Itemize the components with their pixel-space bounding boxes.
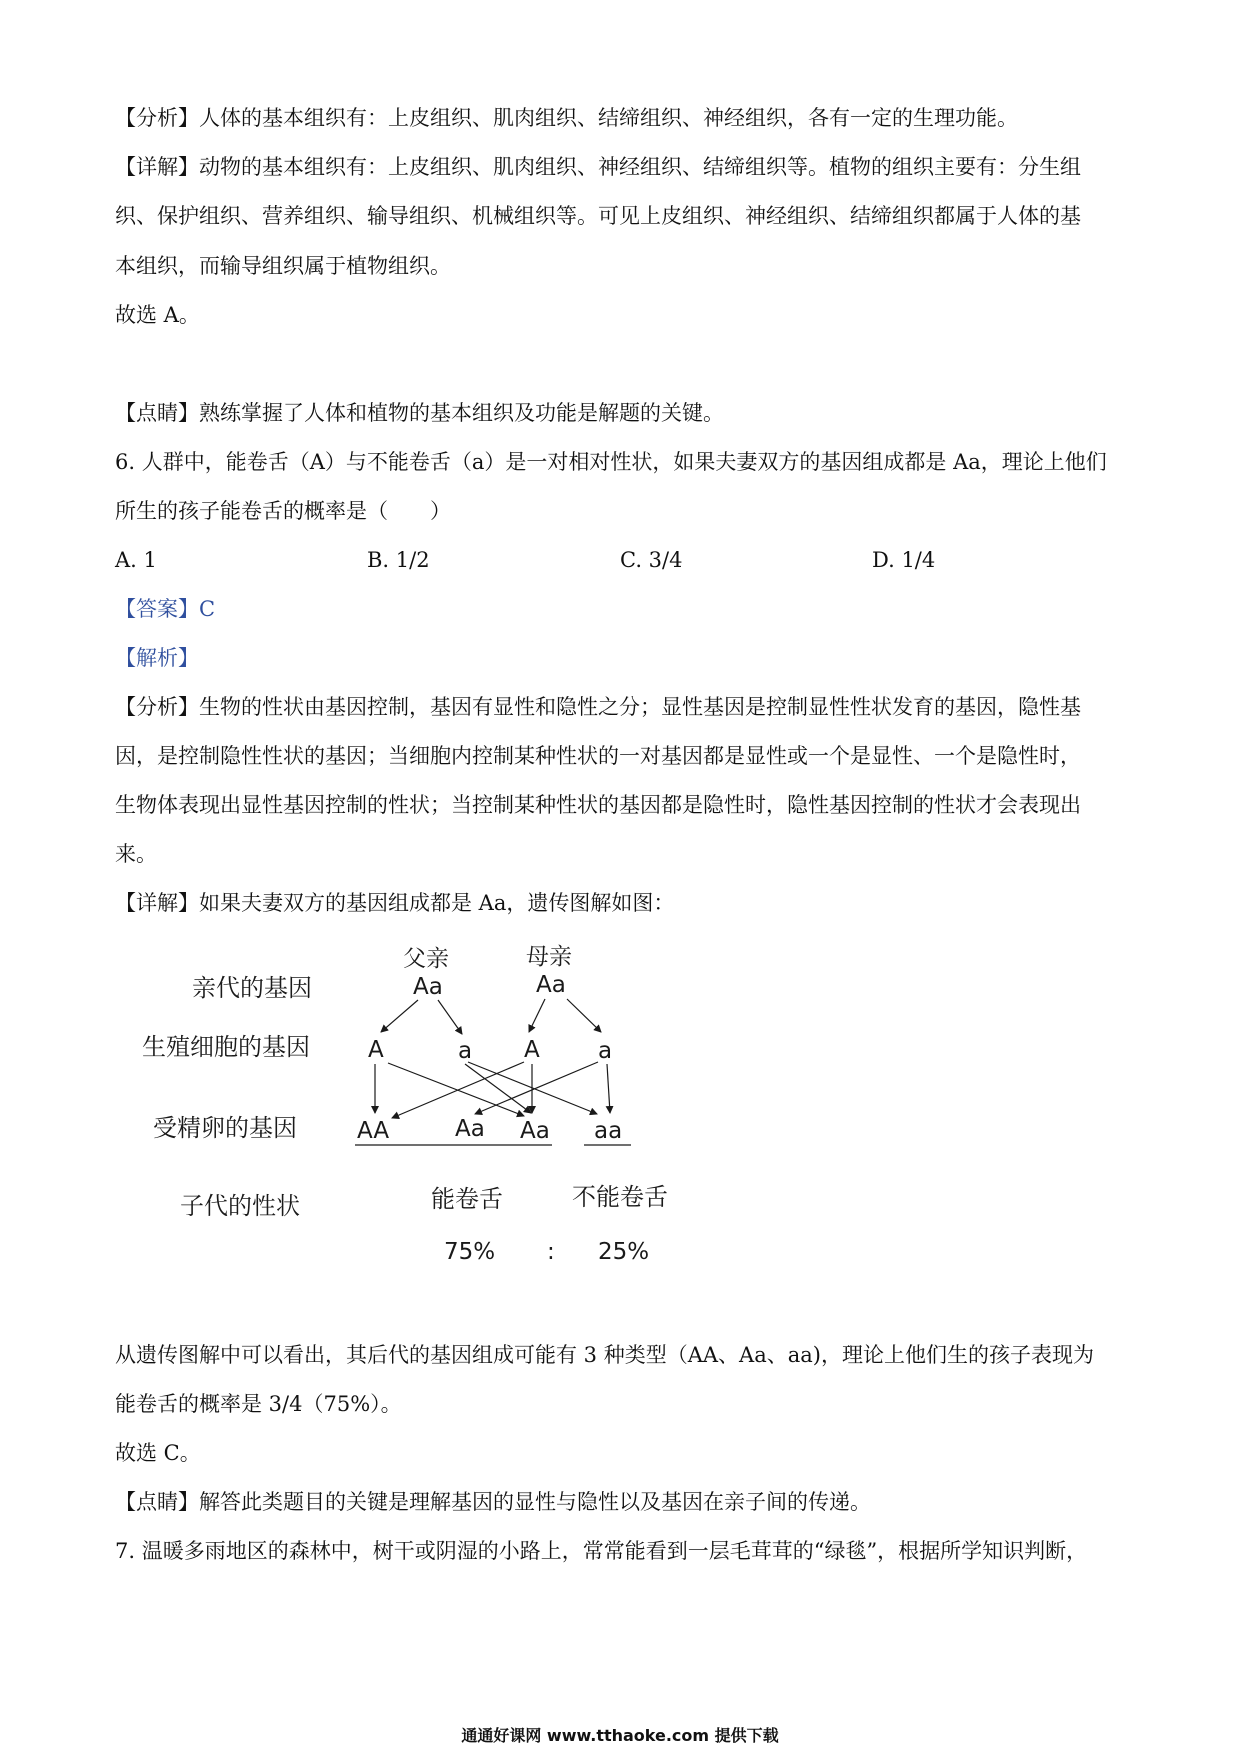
q6-analysis-line-3: 生物体表现出显性基因控制的性状；当控制某种性状的基因都是隐性时，隐性基因控制的性状才会表现出: [115, 793, 1081, 817]
zygote-Aa-1: Aa: [455, 1116, 485, 1142]
question-6-line-1: 6. 人群中，能卷舌（A）与不能卷舌（a）是一对相对性状，如果夫妻双方的基因组成都是 Aa，理论上他们: [115, 450, 1107, 474]
row-label-gamete: 生殖细胞的基因: [142, 1033, 310, 1061]
father-genotype: Aa: [413, 974, 443, 1000]
gamete-mother-A: A: [524, 1037, 540, 1063]
conclusion-line-1: 从遗传图解中可以看出，其后代的基因组成可能有 3 种类型（AA、Aa、aa)，理论上他们生的孩子表现为: [115, 1343, 1094, 1367]
q6-analysis-line-2: 因，是控制隐性性状的基因；当细胞内控制某种性状的一对基因都是显性或一个是显性、一个是隐性时，: [115, 744, 1081, 768]
row-label-zygote: 受精卵的基因: [153, 1114, 297, 1142]
q6-detail-line: 【详解】如果夫妻双方的基因组成都是 Aa，遗传图解如图：: [115, 891, 675, 915]
question-6-line-2: 所生的孩子能卷舌的概率是（ ）: [115, 499, 451, 523]
gamete-father-a: a: [458, 1038, 473, 1064]
conclusion-line-2: 能卷舌的概率是 3/4（75%）。: [115, 1392, 402, 1416]
option-d: D. 1/4: [872, 548, 936, 572]
explanation-label: 【解析】: [115, 646, 199, 670]
key-point-line-2: 【点睛】解答此类题目的关键是理解基因的显性与隐性以及基因在亲子间的传递。: [115, 1490, 871, 1514]
gamete-mother-a: a: [598, 1038, 613, 1064]
footer-source: 通通好课网 www.tthaoke.com 提供下载: [461, 1726, 779, 1745]
q6-analysis-line-4: 来。: [115, 842, 157, 866]
trait-cannot-roll: 不能卷舌: [572, 1183, 668, 1211]
choice-line: 故选 A。: [115, 303, 200, 327]
question-7-line-1: 7. 温暖多雨地区的森林中，树干或阴湿的小路上，常常能看到一层毛茸茸的“绿毯”，根据所学知识判断，: [115, 1539, 1088, 1563]
trait-can-roll: 能卷舌: [431, 1185, 503, 1213]
answer-label: 【答案】C: [115, 597, 216, 621]
choice-line-c: 故选 C。: [115, 1441, 201, 1465]
detail-line-2: 织、保护组织、营养组织、输导组织、机械组织等。可见上皮组织、神经组织、结缔组织都属于人体的基: [115, 204, 1081, 228]
father-label: 父亲: [403, 946, 449, 972]
gamete-father-A: A: [368, 1037, 384, 1063]
ratio-separator: :: [547, 1239, 555, 1265]
detail-line-1: 【详解】动物的基本组织有：上皮组织、肌肉组织、神经组织、结缔组织等。植物的组织主要有：分生组: [115, 155, 1081, 179]
row-label-parent: 亲代的基因: [192, 974, 312, 1002]
option-c: C. 3/4: [620, 548, 683, 572]
key-point-line: 【点睛】熟练掌握了人体和植物的基本组织及功能是解题的关键。: [115, 401, 724, 425]
parent-gamete-arrows: [381, 999, 601, 1034]
percent-can-roll: 75%: [444, 1239, 496, 1265]
q6-analysis-line-1: 【分析】生物的性状由基因控制，基因有显性和隐性之分；显性基因是控制显性性状发育的基因，隐性基: [115, 695, 1081, 719]
percent-cannot-roll: 25%: [598, 1239, 650, 1265]
row-label-trait: 子代的性状: [180, 1192, 300, 1220]
mother-genotype: Aa: [536, 972, 566, 998]
option-b: B. 1/2: [367, 548, 430, 572]
option-a: A. 1: [115, 548, 157, 572]
zygote-Aa-2: Aa: [520, 1118, 550, 1144]
detail-line-3: 本组织，而输导组织属于植物组织。: [115, 254, 451, 278]
mother-label: 母亲: [526, 944, 572, 970]
analysis-line-1: 【分析】人体的基本组织有：上皮组织、肌肉组织、结缔组织、神经组织，各有一定的生理功能。: [115, 106, 1018, 130]
gamete-zygote-arrows: [375, 1062, 610, 1118]
zygote-aa: aa: [594, 1118, 623, 1144]
zygote-AA: AA: [357, 1118, 390, 1144]
